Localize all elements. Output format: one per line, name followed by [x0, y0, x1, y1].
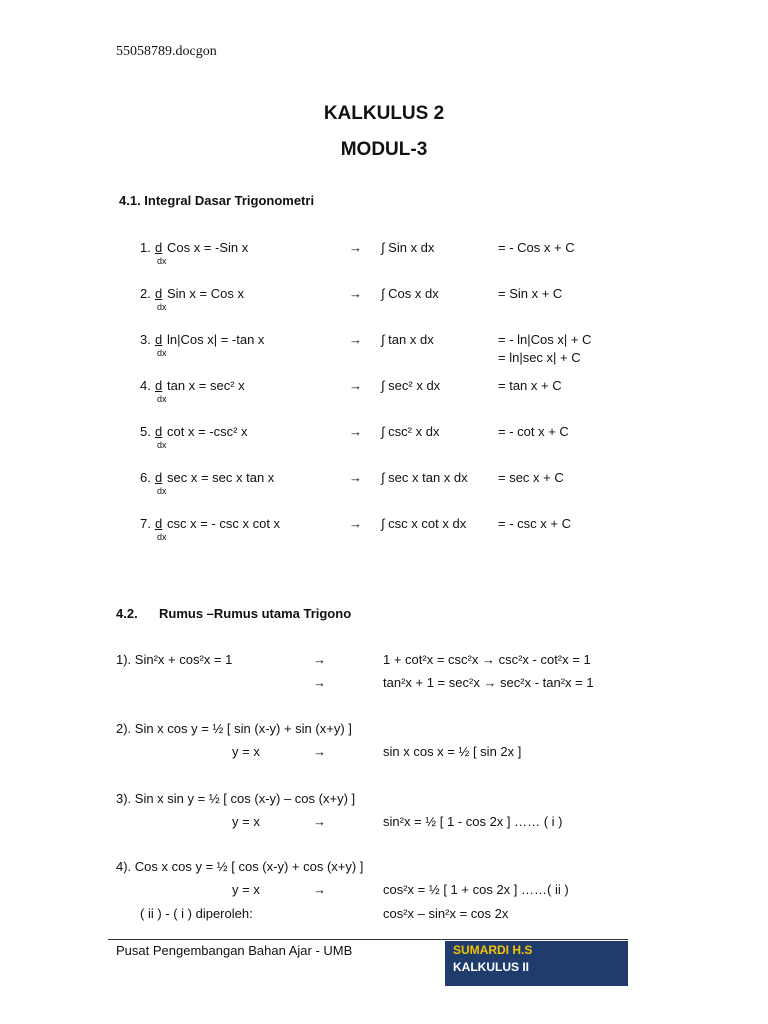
- integral-result: = - Cos x + C: [498, 240, 575, 255]
- footer-divider: [108, 939, 628, 940]
- derivative-expression: cot x = -csc² x: [167, 424, 248, 439]
- derivative-dx: dx: [157, 394, 167, 404]
- derivative-d: d: [155, 516, 163, 531]
- derivative-expression: sec x = sec x tan x: [167, 470, 275, 485]
- item-number: 6.: [140, 470, 151, 485]
- integral-result: = tan x + C: [498, 378, 562, 393]
- derivative-d: d: [155, 424, 163, 439]
- formula-4-note-result: cos²x – sin²x = cos 2x: [383, 906, 509, 921]
- arrow-icon: →: [349, 424, 362, 439]
- item-number: 7.: [140, 516, 151, 531]
- formula-4-result: cos²x = ½ [ 1 + cos 2x ] ……( ii ): [383, 882, 569, 897]
- derivative-dx: dx: [157, 256, 167, 266]
- integral-result: = sec x + C: [498, 470, 564, 485]
- arrow-icon: →: [349, 332, 362, 347]
- arrow-icon: →: [313, 744, 326, 759]
- integral-result: = - csc x + C: [498, 516, 571, 531]
- page-title: KALKULUS 2: [323, 103, 445, 124]
- page-subtitle: MODUL-3: [340, 139, 428, 160]
- formula-3-result: sin²x = ½ [ 1 - cos 2x ] …… ( i ): [383, 814, 563, 829]
- item-number: 4.: [140, 378, 151, 393]
- formula-1-left: 1). Sin²x + cos²x = 1: [116, 652, 233, 667]
- integral-expression: ∫ sec x tan x dx: [381, 470, 468, 485]
- footer-publisher: Pusat Pengembangan Bahan Ajar - UMB: [116, 943, 353, 958]
- derivative-dx: dx: [157, 486, 167, 496]
- formula-1-line-1: 1 + cot²x = csc²x → csc²x - cot²x = 1: [383, 652, 591, 667]
- arrow-icon: →: [349, 470, 362, 485]
- arrow-icon: →: [349, 240, 362, 255]
- integral-expression: ∫ csc² x dx: [381, 424, 440, 439]
- integral-result: = - ln|Cos x| + C: [498, 332, 592, 347]
- formula-3-left: 3). Sin x sin y = ½ [ cos (x-y) – cos (x+y) ]: [116, 791, 356, 806]
- arrow-icon: →: [313, 652, 326, 667]
- derivative-d: d: [155, 378, 163, 393]
- derivative-expression: Sin x = Cos x: [167, 286, 244, 301]
- arrow-icon: →: [349, 378, 362, 393]
- formula-1-line-2: tan²x + 1 = sec²x → sec²x - tan²x = 1: [383, 675, 594, 690]
- item-number: 3.: [140, 332, 151, 347]
- arrow-icon: →: [313, 882, 326, 897]
- section-number-4-2: 4.2.: [116, 606, 138, 621]
- section-heading-4-1: 4.1. Integral Dasar Trigonometri: [119, 193, 315, 208]
- integral-result: = - cot x + C: [498, 424, 569, 439]
- formula-2-left: 2). Sin x cos y = ½ [ sin (x-y) + sin (x+y) ]: [116, 721, 352, 736]
- section-heading-4-2: Rumus –Rumus utama Trigono: [159, 606, 352, 621]
- integral-expression: ∫ Sin x dx: [381, 240, 435, 255]
- derivative-expression: Cos x = -Sin x: [167, 240, 249, 255]
- derivative-dx: dx: [157, 440, 167, 450]
- integral-expression: ∫ tan x dx: [381, 332, 434, 347]
- derivative-d: d: [155, 470, 163, 485]
- arrow-icon: →: [349, 516, 362, 531]
- item-number: 5.: [140, 424, 151, 439]
- footer-author: SUMARDI H.S: [453, 943, 533, 957]
- integral-result: = ln|sec x| + C: [498, 350, 581, 365]
- item-number: 2.: [140, 286, 151, 301]
- derivative-dx: dx: [157, 348, 167, 358]
- integral-result: = Sin x + C: [498, 286, 563, 301]
- derivative-dx: dx: [157, 532, 167, 542]
- integral-expression: ∫ Cos x dx: [381, 286, 439, 301]
- derivative-d: d: [155, 332, 163, 347]
- derivative-dx: dx: [157, 302, 167, 312]
- arrow-icon: →: [313, 675, 326, 690]
- derivative-expression: csc x = - csc x cot x: [167, 516, 281, 531]
- derivative-d: d: [155, 240, 163, 255]
- formula-4-left: 4). Cos x cos y = ½ [ cos (x-y) + cos (x+y) ]: [116, 859, 364, 874]
- integral-expression: ∫ csc x cot x dx: [381, 516, 467, 531]
- formula-3-substitution: y = x: [232, 814, 260, 829]
- arrow-icon: →: [313, 814, 326, 829]
- derivative-expression: ln|Cos x| = -tan x: [167, 332, 265, 347]
- formula-2-result: sin x cos x = ½ [ sin 2x ]: [383, 744, 522, 759]
- footer-course: KALKULUS II: [453, 960, 529, 974]
- derivative-d: d: [155, 286, 163, 301]
- formula-4-note: ( ii ) - ( i ) diperoleh:: [140, 906, 253, 921]
- document-filename: 55058789.docgon: [116, 44, 217, 59]
- arrow-icon: →: [349, 286, 362, 301]
- formula-4-substitution: y = x: [232, 882, 260, 897]
- derivative-expression: tan x = sec² x: [167, 378, 245, 393]
- formula-2-substitution: y = x: [232, 744, 260, 759]
- item-number: 1.: [140, 240, 151, 255]
- integral-expression: ∫ sec² x dx: [381, 378, 441, 393]
